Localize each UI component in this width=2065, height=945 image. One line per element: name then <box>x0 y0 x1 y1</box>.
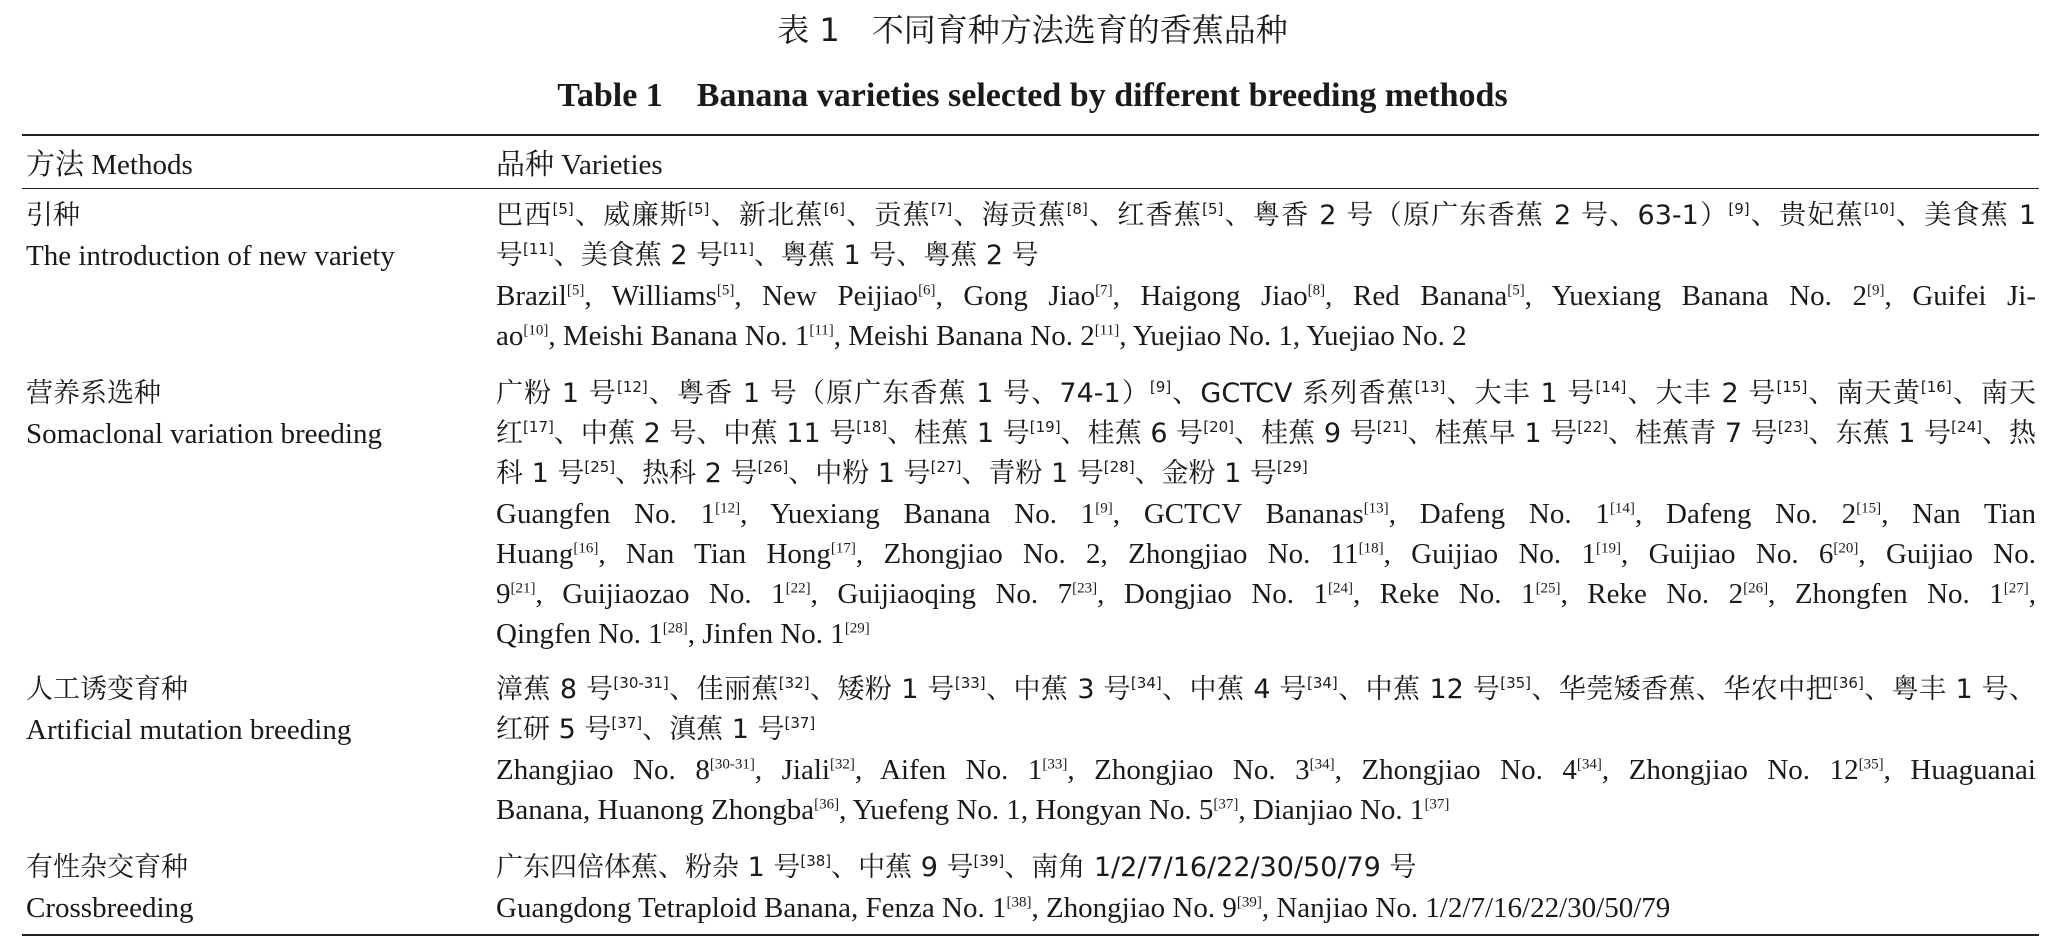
reference-citation: [5] <box>1202 200 1224 218</box>
reference-citation: [12] <box>715 500 741 517</box>
variety-text: 、中蕉 3 号 <box>985 674 1131 705</box>
variety-text: , Dianjiao No. 1 <box>1238 794 1425 826</box>
variety-text: , Jiali <box>754 754 830 786</box>
reference-citation: [39] <box>973 852 1005 870</box>
varieties-en-line <box>496 276 2036 316</box>
variety-text: 9 <box>496 578 511 610</box>
variety-text: 号 <box>496 240 523 271</box>
reference-citation: [9] <box>1728 200 1750 218</box>
variety-text: , GCTCV Bananas <box>1112 498 1364 530</box>
variety-text: Zhangjiao No. 8 <box>496 754 710 786</box>
variety-text: , Zhongjiao No. 4 <box>1334 754 1577 786</box>
reference-citation: [30-31] <box>709 756 755 773</box>
variety-text: Huang <box>496 538 574 570</box>
variety-text: 、海贡蕉 <box>952 200 1067 231</box>
variety-text: , Dafeng No. 1 <box>1388 498 1610 530</box>
variety-text: 、热科 2 号 <box>615 458 758 489</box>
variety-text: 广东四倍体蕉、粉杂 1 号 <box>496 852 801 883</box>
reference-citation: [8] <box>1066 200 1088 218</box>
varieties-cn-line <box>496 236 2036 276</box>
reference-citation: [29] <box>1276 458 1308 476</box>
reference-citation: [5] <box>1507 282 1525 299</box>
varieties-en-line <box>496 574 2036 614</box>
variety-text: , Nan Tian <box>1881 498 2036 530</box>
variety-text: , Zhongjiao No. 3 <box>1067 754 1310 786</box>
variety-text: 、新北蕉 <box>709 200 824 231</box>
variety-text: 、桂蕉青 7 号 <box>1608 418 1778 449</box>
reference-citation: [6] <box>823 200 845 218</box>
varieties-cn-line <box>496 196 2036 236</box>
variety-text: 、金粉 1 号 <box>1134 458 1277 489</box>
variety-text: , Zhongjiao No. 12 <box>1601 754 1859 786</box>
method-en: Crossbreeding <box>26 892 194 924</box>
variety-text: 、粤丰 1 号、 <box>1863 674 2037 705</box>
reference-citation: [6] <box>918 282 936 299</box>
variety-text: , Dafeng No. 2 <box>1634 498 1857 530</box>
variety-text: 、贡蕉 <box>844 200 931 231</box>
variety-text: 广粉 1 号 <box>496 378 617 409</box>
reference-citation: [24] <box>1951 418 1982 436</box>
variety-text: 红研 5 号 <box>496 714 612 745</box>
reference-citation: [9] <box>1866 282 1885 299</box>
reference-citation: [10] <box>1863 200 1895 218</box>
variety-text: 科 1 号 <box>496 458 585 489</box>
variety-text: , Guifei Ji- <box>1884 280 2036 312</box>
reference-citation: [13] <box>1363 500 1389 517</box>
variety-text: , Huaguanai <box>1883 754 2036 786</box>
header-varieties: 品种 Varieties <box>496 149 663 181</box>
reference-citation: [39] <box>1236 894 1262 911</box>
reference-citation: [25] <box>1535 580 1561 597</box>
reference-citation: [20] <box>1833 540 1859 557</box>
reference-citation: [16] <box>573 540 599 557</box>
reference-citation: [36] <box>814 796 840 813</box>
table-title-en: Table 1 Banana varieties selected by different breeding methods <box>557 77 1508 114</box>
variety-text: , Nan Tian Hong <box>598 538 831 570</box>
varieties-en-line <box>496 790 2036 830</box>
varieties-cell <box>496 848 2036 928</box>
varieties-en-line <box>496 888 2036 928</box>
variety-text: ao <box>496 320 524 352</box>
table-title-cn: 表 1 不同育种方法选育的香蕉品种 <box>777 11 1288 49</box>
variety-text: , Nanjiao No. 1/2/7/16/22/30/50/79 <box>1261 892 1671 924</box>
variety-text: , Jinfen No. 1 <box>687 618 845 650</box>
varieties-en-line <box>496 750 2036 790</box>
method-cn: 引种 <box>26 200 80 231</box>
variety-text: 、佳丽蕉 <box>668 674 779 705</box>
reference-citation: [11] <box>723 240 754 258</box>
varieties-en-line <box>496 316 2036 356</box>
reference-citation: [29] <box>844 620 870 637</box>
reference-citation: [20] <box>1203 418 1235 436</box>
reference-citation: [30-31] <box>613 674 669 692</box>
reference-citation: [27] <box>2003 580 2029 597</box>
variety-text: 、桂蕉 6 号 <box>1060 418 1204 449</box>
variety-text: 、贵妃蕉 <box>1749 200 1864 231</box>
variety-text: , Reke No. 2 <box>1560 578 1744 610</box>
reference-citation: [37] <box>611 714 643 732</box>
variety-text: 、中粉 1 号 <box>788 458 931 489</box>
reference-citation: [10] <box>523 322 549 339</box>
variety-text: , Guijiao No. <box>1858 538 2036 570</box>
reference-citation: [38] <box>800 852 832 870</box>
varieties-en-line <box>496 614 2036 654</box>
reference-citation: [37] <box>784 714 816 732</box>
variety-text: 、中蕉 2 号、中蕉 11 号 <box>553 418 857 449</box>
variety-text: 、青粉 1 号 <box>961 458 1104 489</box>
reference-citation: [21] <box>1376 418 1408 436</box>
variety-text: , Guijiao No. 1 <box>1383 538 1596 570</box>
variety-text: Banana, Huanong Zhongba <box>496 794 815 826</box>
reference-citation: [16] <box>1920 378 1952 396</box>
method-cn: 营养系选种 <box>26 378 161 409</box>
reference-citation: [38] <box>1006 894 1032 911</box>
variety-text: 、中蕉 9 号 <box>831 852 974 883</box>
reference-citation: [37] <box>1424 796 1450 813</box>
reference-citation: [18] <box>856 418 888 436</box>
variety-text: 、中蕉 12 号 <box>1337 674 1501 705</box>
variety-text: 、南角 1/2/7/16/22/30/50/79 号 <box>1004 852 1417 883</box>
reference-citation: [25] <box>584 458 616 476</box>
varieties-cell <box>496 670 2036 830</box>
reference-citation: [8] <box>1307 282 1326 299</box>
reference-citation: [5] <box>552 200 574 218</box>
table-bottom-rule <box>22 934 2039 936</box>
variety-text: Qingfen No. 1 <box>496 618 663 650</box>
reference-citation: [15] <box>1856 500 1882 517</box>
reference-citation: [19] <box>1596 540 1621 557</box>
variety-text: 、美食蕉 2 号 <box>553 240 724 271</box>
variety-text: , Haigong Jiao <box>1112 280 1308 312</box>
varieties-cn-line <box>496 454 2036 494</box>
reference-citation: [28] <box>1103 458 1135 476</box>
variety-text: , Gong Jiao <box>935 280 1096 312</box>
reference-citation: [34] <box>1306 674 1338 692</box>
varieties-cn-line <box>496 848 2036 888</box>
reference-citation: [18] <box>1358 540 1384 557</box>
variety-text: , Yuexiang Banana No. 1 <box>740 498 1096 530</box>
variety-text: 、热 <box>1981 418 2037 449</box>
variety-text: 漳蕉 8 号 <box>496 674 614 705</box>
method-cell <box>26 670 476 750</box>
reference-citation: [5] <box>716 282 735 299</box>
reference-citation: [17] <box>830 540 856 557</box>
reference-citation: [11] <box>809 322 834 339</box>
reference-citation: [7] <box>1095 282 1113 299</box>
variety-text: , Yuefeng No. 1, Hongyan No. 5 <box>839 794 1214 826</box>
reference-citation: [7] <box>931 200 953 218</box>
variety-text: 、滇蕉 1 号 <box>642 714 785 745</box>
variety-text: Guangfen No. 1 <box>496 498 716 530</box>
reference-citation: [14] <box>1609 500 1635 517</box>
reference-citation: [5] <box>566 282 585 299</box>
reference-citation: [11] <box>1094 322 1120 339</box>
variety-text: 、矮粉 1 号 <box>809 674 955 705</box>
variety-text: 、大丰 1 号 <box>1445 378 1596 409</box>
reference-citation: [5] <box>688 200 710 218</box>
reference-citation: [36] <box>1833 674 1864 692</box>
variety-text: 、华莞矮香蕉、华农中把 <box>1531 674 1833 705</box>
method-en: Somaclonal variation breeding <box>26 418 382 450</box>
variety-text: , Yuejiao No. 1, Yuejiao No. 2 <box>1119 320 1467 352</box>
variety-text: 、桂蕉 1 号 <box>887 418 1030 449</box>
variety-text: , Reke No. 1 <box>1353 578 1536 610</box>
table-top-rule <box>22 134 2039 136</box>
reference-citation: [35] <box>1858 756 1884 773</box>
reference-citation: [32] <box>778 674 810 692</box>
reference-citation: [26] <box>1743 580 1769 597</box>
variety-text: , Zhongfen No. 1 <box>1768 578 2004 610</box>
reference-citation: [33] <box>1042 756 1068 773</box>
variety-text: , Guijiaoqing No. 7 <box>810 578 1073 610</box>
reference-citation: [14] <box>1595 378 1627 396</box>
variety-text: 、GCTCV 系列香蕉 <box>1171 378 1415 409</box>
reference-citation: [35] <box>1500 674 1532 692</box>
reference-citation: [21] <box>510 580 536 597</box>
variety-text: , Guijiao No. 6 <box>1621 538 1834 570</box>
reference-citation: [9] <box>1149 378 1172 396</box>
reference-citation: [33] <box>954 674 986 692</box>
variety-text: 红 <box>496 418 524 449</box>
variety-text: 、粤香 1 号（原广东香蕉 1 号、74-1） <box>647 378 1150 409</box>
variety-text: 、南天 <box>1951 378 2037 409</box>
variety-text: 、大丰 2 号 <box>1626 378 1777 409</box>
reference-citation: [37] <box>1213 796 1239 813</box>
varieties-en-line <box>496 534 2036 574</box>
variety-text: , Zhongjiao No. 2, Zhongjiao No. 11 <box>855 538 1359 570</box>
method-cell <box>26 848 476 928</box>
table-header-rule <box>22 188 2039 189</box>
reference-citation: [12] <box>616 378 648 396</box>
header-methods: 方法 Methods <box>26 149 193 181</box>
variety-text: 巴西 <box>496 200 553 231</box>
variety-text: 、粤蕉 1 号、粤蕉 2 号 <box>753 240 1039 271</box>
varieties-en-line <box>496 494 2036 534</box>
method-cn: 人工诱变育种 <box>26 674 188 705</box>
variety-text: , Yuexiang Banana No. 2 <box>1524 280 1867 312</box>
reference-citation: [17] <box>523 418 554 436</box>
variety-text: 、中蕉 4 号 <box>1161 674 1307 705</box>
varieties-cn-line <box>496 414 2036 454</box>
reference-citation: [13] <box>1414 378 1446 396</box>
reference-citation: [26] <box>757 458 789 476</box>
variety-text: , New Peijiao <box>734 280 919 312</box>
varieties-cell <box>496 374 2036 654</box>
variety-text: Guangdong Tetraploid Banana, Fenza No. 1 <box>496 892 1007 924</box>
variety-text: , Guijiaozao No. 1 <box>535 578 786 610</box>
reference-citation: [24] <box>1328 580 1354 597</box>
variety-text: Brazil <box>496 280 567 312</box>
method-cn: 有性杂交育种 <box>26 852 188 883</box>
method-en: The introduction of new variety <box>26 240 395 272</box>
variety-text: 、南天黄 <box>1807 378 1921 409</box>
reference-citation: [28] <box>662 620 688 637</box>
variety-text: , Red Banana <box>1325 280 1508 312</box>
reference-citation: [22] <box>1577 418 1608 436</box>
reference-citation: [34] <box>1309 756 1335 773</box>
variety-text: 、桂蕉 9 号 <box>1234 418 1377 449</box>
variety-text: , Meishi Banana No. 1 <box>548 320 810 352</box>
varieties-cn-line <box>496 670 2036 710</box>
reference-citation: [32] <box>829 756 855 773</box>
variety-text: 、威廉斯 <box>573 200 689 231</box>
varieties-cell <box>496 196 2036 356</box>
variety-text: 、美食蕉 1 <box>1894 200 2037 231</box>
varieties-cn-line <box>496 710 2036 750</box>
variety-text: 、粤香 2 号（原广东香蕉 2 号、63-1） <box>1223 200 1729 231</box>
varieties-cn-line <box>496 374 2036 414</box>
variety-text: , Aifen No. 1 <box>854 754 1043 786</box>
reference-citation: [9] <box>1095 500 1113 517</box>
variety-text: , Williams <box>584 280 717 312</box>
reference-citation: [27] <box>930 458 962 476</box>
reference-citation: [11] <box>523 240 554 258</box>
variety-text: 、桂蕉早 1 号 <box>1407 418 1578 449</box>
variety-text: , <box>2028 578 2037 610</box>
reference-citation: [34] <box>1130 674 1162 692</box>
variety-text: 、红香蕉 <box>1087 200 1203 231</box>
variety-text: , Zhongjiao No. 9 <box>1031 892 1237 924</box>
reference-citation: [19] <box>1029 418 1061 436</box>
variety-text: 、东蕉 1 号 <box>1808 418 1952 449</box>
method-en: Artificial mutation breeding <box>26 714 352 746</box>
reference-citation: [23] <box>1777 418 1809 436</box>
variety-text: , Meishi Banana No. 2 <box>833 320 1095 352</box>
reference-citation: [34] <box>1576 756 1602 773</box>
variety-text: , Dongjiao No. 1 <box>1097 578 1329 610</box>
reference-citation: [15] <box>1776 378 1808 396</box>
reference-citation: [23] <box>1072 580 1098 597</box>
method-cell <box>26 196 476 276</box>
reference-citation: [22] <box>785 580 811 597</box>
method-cell <box>26 374 476 454</box>
